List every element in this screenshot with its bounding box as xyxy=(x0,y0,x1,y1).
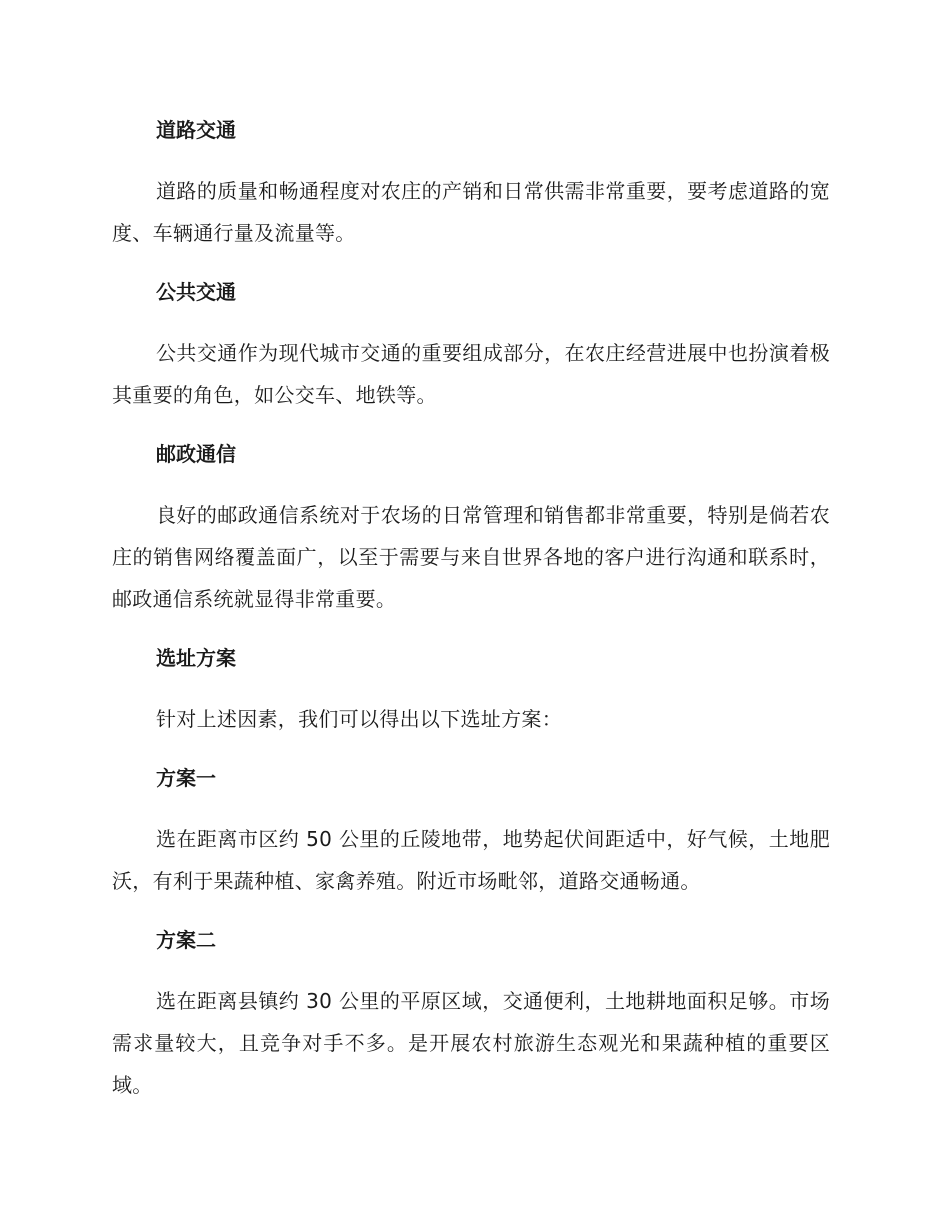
section-heading: 邮政通信 xyxy=(156,442,236,466)
section-paragraph: 选在距离县镇约 30 公里的平原区域，交通便利，土地耕地面积足够。市场需求量较大，且竞争对手不多。是开展农村旅游生态观光和果蔬种植的重要区域。 xyxy=(112,989,830,1097)
section-paragraph: 选在距离市区约 50 公里的丘陵地带，地势起伏间距适中，好气候，土地肥沃，有利于果蔬种植、家禽养殖。附近市场毗邻，道路交通畅通。 xyxy=(112,827,830,893)
document-page xyxy=(112,110,830,1124)
section-plan-two xyxy=(112,920,830,1106)
section-postal-communication xyxy=(112,434,830,620)
section-heading: 方案二 xyxy=(156,928,216,952)
section-paragraph: 良好的邮政通信系统对于农场的日常管理和销售都非常重要，特别是倘若农庄的销售网络覆盖面广，以至于需要与来自世界各地的客户进行沟通和联系时，邮政通信系统就显得非常重要。 xyxy=(112,503,830,611)
section-paragraph: 针对上述因素，我们可以得出以下选址方案： xyxy=(156,707,562,731)
section-heading: 选址方案 xyxy=(156,646,236,670)
section-heading: 公共交通 xyxy=(156,280,236,304)
section-plan-one xyxy=(112,758,830,902)
section-paragraph: 道路的质量和畅通程度对农庄的产销和日常供需非常重要，要考虑道路的宽度、车辆通行量及流量等。 xyxy=(112,179,830,245)
section-road-traffic xyxy=(112,110,830,254)
section-heading: 方案一 xyxy=(156,766,216,790)
section-public-transport xyxy=(112,272,830,416)
section-paragraph: 公共交通作为现代城市交通的重要组成部分，在农庄经营进展中也扮演着极其重要的角色，如公交车、地铁等。 xyxy=(112,341,830,407)
section-site-plan xyxy=(112,638,830,740)
section-heading: 道路交通 xyxy=(156,118,236,142)
